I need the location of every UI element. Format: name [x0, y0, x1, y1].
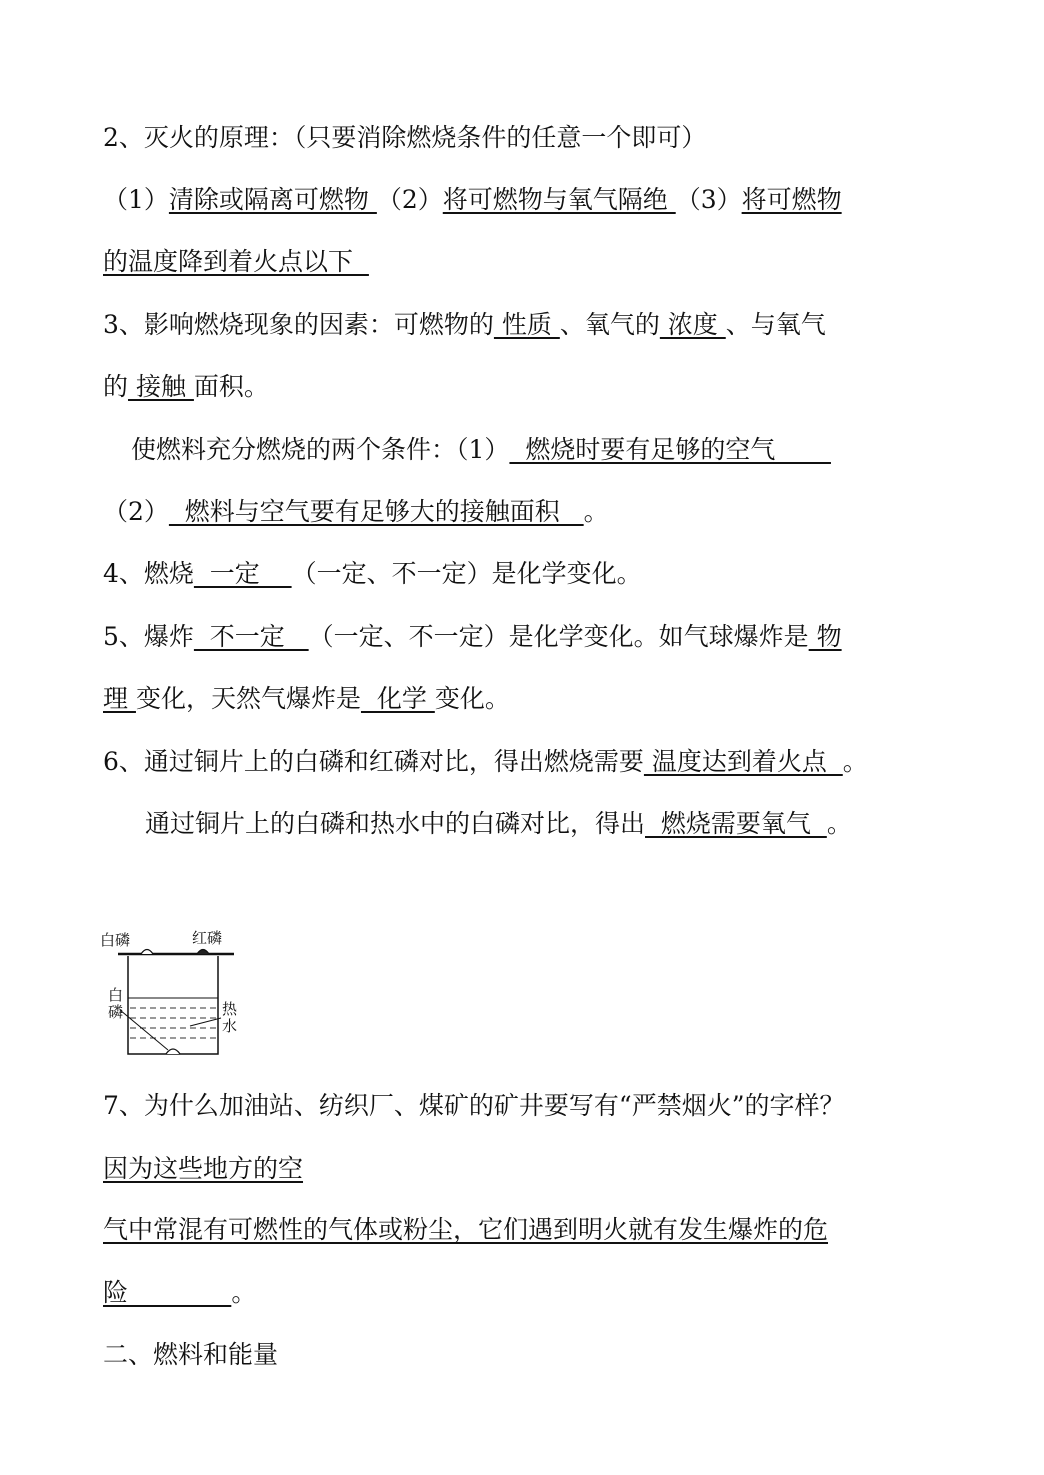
q5-answer-3: 化学: [360, 684, 435, 713]
label-white-phosphorus-top: 白磷: [100, 931, 131, 949]
q6-suffix: 。: [842, 747, 868, 776]
q3-line1: [103, 309, 826, 341]
q7-answer-line1: [103, 1153, 303, 1185]
q2-answer-2: 将可燃物与氧气隔绝: [442, 185, 676, 214]
label-white-phosphorus-side-2: 磷: [108, 1003, 124, 1021]
q2-p1: （1）: [103, 185, 169, 214]
q6-answer-2: 燃烧需要氧气: [645, 809, 827, 838]
beaker: [128, 956, 218, 1054]
q3-condition-1: 燃烧时要有足够的空气: [509, 435, 831, 464]
q7-answer-3: 险: [103, 1278, 232, 1307]
label-white-phosphorus-side-1: 白: [108, 986, 124, 1004]
q3-l2-prefix: 的: [103, 372, 129, 401]
q3-cond2-prefix: （2）: [103, 497, 169, 526]
label-red-phosphorus: 红磷: [192, 929, 223, 947]
q2-answer-3a: 将可燃物: [741, 185, 842, 214]
q5-answer-1: 不一定: [193, 622, 309, 651]
q6-prefix: 6、通过铜片上的白磷和红磷对比，得出燃烧需要: [103, 747, 644, 776]
section-2-title: 二、燃料和能量: [103, 1340, 279, 1369]
q3-cond2-suffix: 。: [583, 497, 609, 526]
q3-cond-prefix: 使燃料充分燃烧的两个条件：（1）: [131, 435, 510, 464]
q3-prefix: 3、影响燃烧现象的因素：可燃物的: [103, 310, 494, 339]
q3-condition-line2: [103, 496, 609, 528]
q6-l2-suffix: 。: [826, 809, 852, 838]
q3-condition-2: 燃料与空气要有足够大的接触面积: [168, 497, 584, 526]
q5-answer-2a: 物: [808, 622, 842, 651]
q3-mid2: 、与氧气: [725, 310, 826, 339]
q5-prefix: 5、爆炸: [103, 622, 194, 651]
q5-suffix: （一定、不一定）是化学变化。如气球爆炸是: [308, 622, 809, 651]
q2-p3: （3）: [675, 185, 742, 214]
q5-l2-mid: 变化，天然气爆炸是: [135, 684, 361, 713]
q4-prefix: 4、燃烧: [103, 559, 194, 588]
q6-line2: [145, 808, 852, 840]
q2-title: 2、灭火的原理：（只要消除燃烧条件的任意一个即可）: [103, 123, 707, 152]
q5-answer-2b: 理: [103, 684, 136, 713]
q3-answer-1: 性质: [493, 310, 560, 339]
q5-l2-suffix: 变化。: [434, 684, 510, 713]
pointer-hot-water: [190, 1018, 221, 1026]
q7-answer-1: 因为这些地方的空: [103, 1154, 304, 1183]
q4-line: [103, 558, 642, 590]
q7-answer-end: 。: [231, 1278, 257, 1307]
pointer-white-phosphorus: [120, 1010, 168, 1050]
white-phosphorus-on-plate: [141, 950, 153, 955]
q5-line2: [103, 683, 510, 715]
q4-answer: 一定: [193, 559, 292, 588]
q2-answers-line: [103, 184, 842, 216]
label-hot-water-1: 热: [222, 1000, 238, 1018]
q6-l2-prefix: 通过铜片上的白磷和热水中的白磷对比，得出: [145, 809, 646, 838]
q2-answer-3b-line: [103, 246, 369, 278]
q2-p2: （2）: [376, 185, 443, 214]
q2-answer-3b: 的温度降到着火点以下: [103, 247, 369, 276]
q3-answer-3: 接触: [128, 372, 194, 401]
phosphorus-experiment-diagram: [100, 926, 240, 1066]
q7-answer-2: 气中常混有可燃性的气体或粉尘，它们遇到明火就有发生爆炸的危: [103, 1215, 829, 1244]
q3-mid1: 、氧气的: [559, 310, 660, 339]
q7-answer-line2: [103, 1214, 828, 1246]
red-phosphorus-on-plate: [197, 950, 209, 955]
label-hot-water-2: 水: [222, 1017, 238, 1035]
q7-answer-line3: [103, 1277, 256, 1309]
q2-answer-1: 清除或隔离可燃物: [168, 185, 377, 214]
q6-answer-1: 温度达到着火点: [643, 747, 843, 776]
q3-l2-suffix: 面积。: [193, 372, 269, 401]
q3-condition-line1: [131, 434, 831, 466]
q5-line1: [103, 621, 842, 653]
q3-answer-2: 浓度: [659, 310, 726, 339]
q6-line1: [103, 746, 868, 778]
q3-line2: [103, 371, 269, 403]
q7-question: 7、为什么加油站、纺织厂、煤矿的矿井要写有“严禁烟火”的字样？: [103, 1091, 845, 1120]
q4-suffix: （一定、不一定）是化学变化。: [291, 559, 642, 588]
